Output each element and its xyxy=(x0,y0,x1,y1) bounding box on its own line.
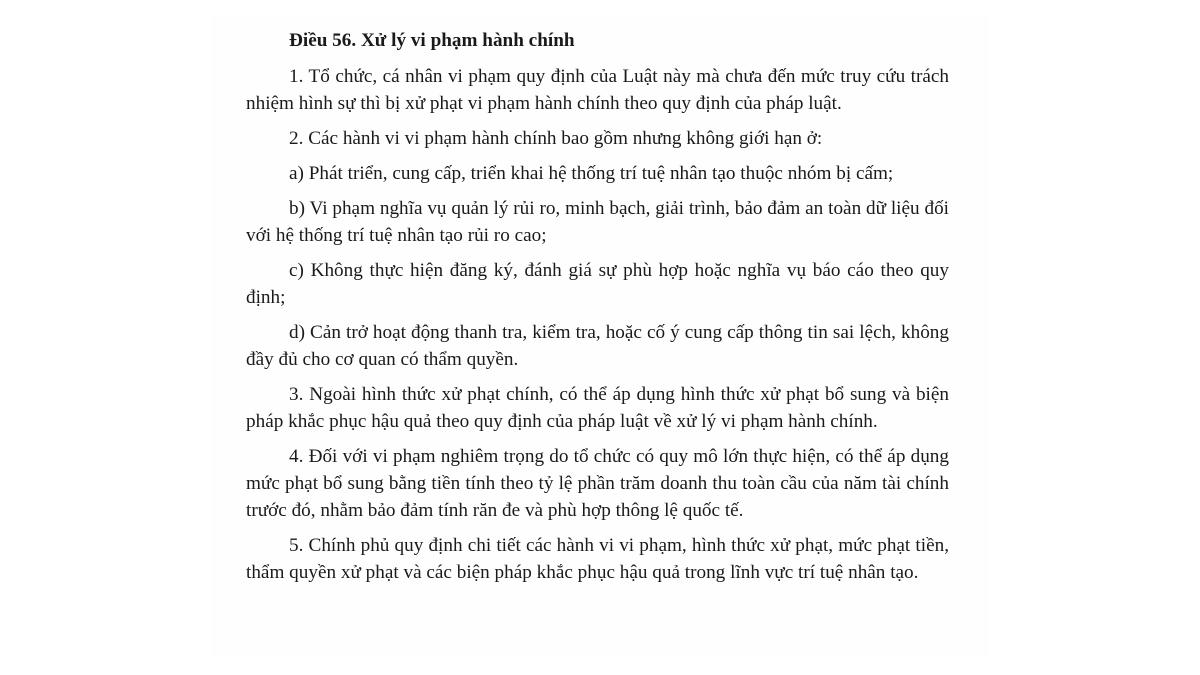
document-content xyxy=(246,26,949,594)
document-page xyxy=(212,16,988,656)
paragraph-2c: c) Không thực hiện đăng ký, đánh giá sự phù hợp hoặc nghĩa vụ báo cáo theo quy định; xyxy=(246,260,949,308)
paragraph-2a: a) Phát triển, cung cấp, triển khai hệ thống trí tuệ nhân tạo thuộc nhóm bị cấm; xyxy=(289,163,894,184)
paragraph-2d: d) Cản trở hoạt động thanh tra, kiểm tra, hoặc cố ý cung cấp thông tin sai lệch, không đầy đủ cho cơ quan có thẩm quyền. xyxy=(246,322,949,370)
paragraph-2b: b) Vi phạm nghĩa vụ quản lý rủi ro, minh bạch, giải trình, bảo đảm an toàn dữ liệu đối với hệ thống trí tuệ nhân tạo rủi ro cao; xyxy=(246,198,949,246)
paragraph-5: 5. Chính phủ quy định chi tiết các hành vi vi phạm, hình thức xử phạt, mức phạt tiền, thẩm quyền xử phạt và các biện pháp khắc phục hậu quả trong lĩnh vực trí tuệ nhân tạo. xyxy=(246,535,949,583)
paragraph-3: 3. Ngoài hình thức xử phạt chính, có thể áp dụng hình thức xử phạt bổ sung và biện pháp khắc phục hậu quả theo quy định của pháp luật về xử lý vi phạm hành chính. xyxy=(246,384,949,432)
paragraph-4: 4. Đối với vi phạm nghiêm trọng do tổ chức có quy mô lớn thực hiện, có thể áp dụng mức phạt bổ sung bằng tiền tính theo tỷ lệ phần trăm doanh thu toàn cầu của năm tài chính trước đó, nhằm bảo đảm tính răn đe và phù hợp thông lệ quốc tế. xyxy=(246,446,949,521)
paragraph-1: 1. Tổ chức, cá nhân vi phạm quy định của Luật này mà chưa đến mức truy cứu trách nhiệm hình sự thì bị xử phạt vi phạm hành chính theo quy định của pháp luật. xyxy=(246,66,949,114)
article-title: Điều 56. Xử lý vi phạm hành chính xyxy=(289,30,575,51)
paragraph-2: 2. Các hành vi vi phạm hành chính bao gồm nhưng không giới hạn ở: xyxy=(289,128,823,149)
